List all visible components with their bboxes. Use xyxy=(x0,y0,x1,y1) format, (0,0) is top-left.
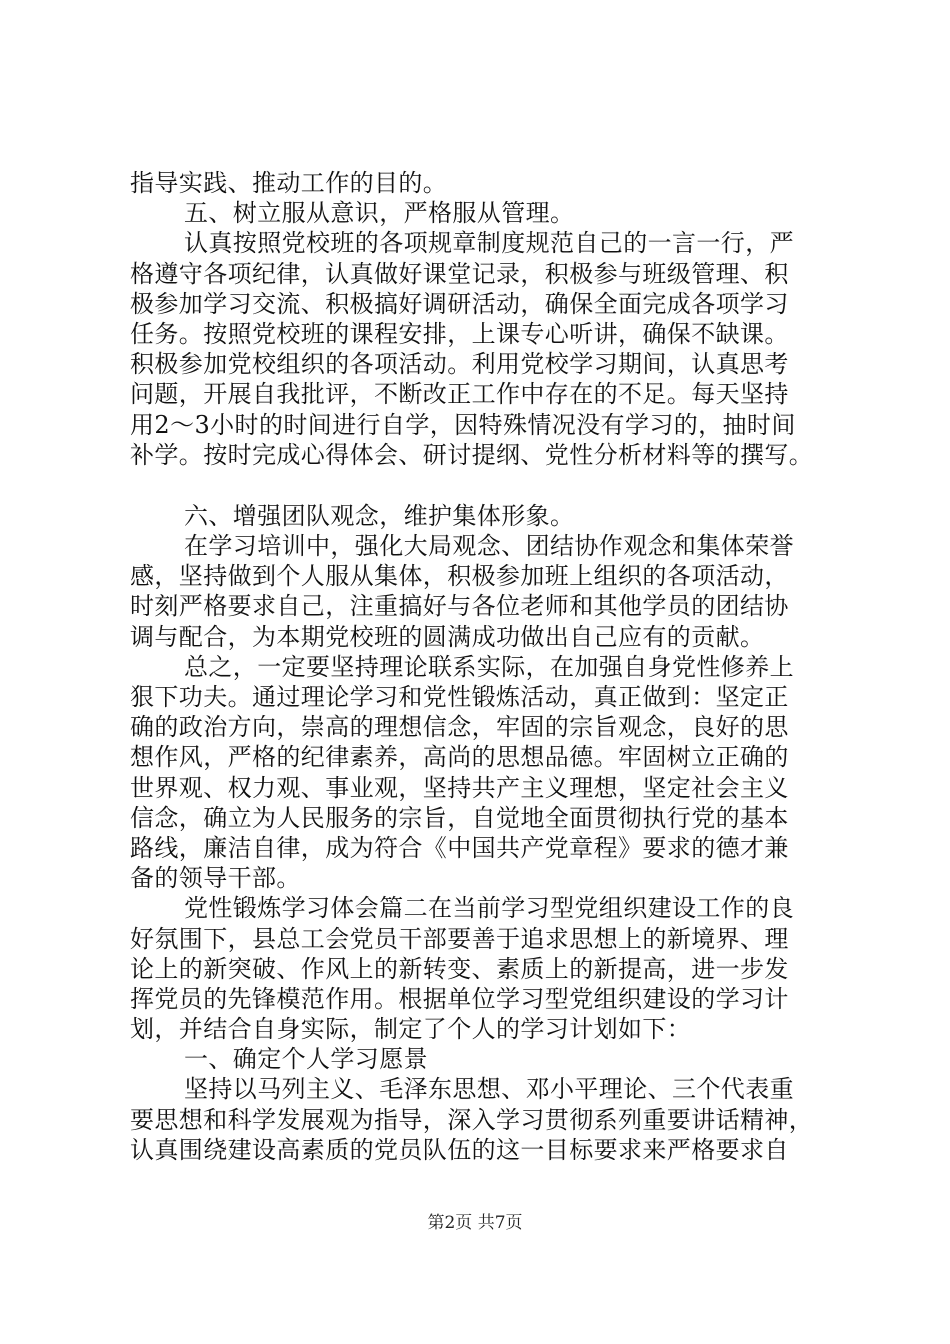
text-line: 论上的新突破、作风上的新转变、素质上的新提高，进一步发 xyxy=(130,954,789,983)
text-line: 划，并结合自身实际，制定了个人的学习计划如下： xyxy=(130,1015,692,1044)
text-line: 时刻严格要求自己，注重搞好与各位老师和其他学员的团结协 xyxy=(130,592,789,621)
text-line: 备的领导干部。 xyxy=(130,864,301,893)
text-line: 挥党员的先锋模范作用。根据单位学习型党组织建设的学习计 xyxy=(130,984,789,1013)
section-heading: 五、树立服从意识，严格服从管理。 xyxy=(184,199,575,228)
text-line: 坚持以马列主义、毛泽东思想、邓小平理论、三个代表重 xyxy=(184,1075,794,1104)
text-line: 问题，开展自我批评，不断改正工作中存在的不足。每天坚持 xyxy=(130,380,789,409)
text-line: 认真按照党校班的各项规章制度规范自己的一言一行，严 xyxy=(184,229,794,258)
text-line: 极参加学习交流、积极搞好调研活动，确保全面完成各项学习 xyxy=(130,289,789,318)
document-body xyxy=(130,168,840,1165)
section-heading: 六、增强团队观念，维护集体形象。 xyxy=(184,501,575,530)
text-line: 指导实践、推动工作的目的。 xyxy=(130,169,448,197)
text-line: 世界观、权力观、事业观，坚持共产主义理想，坚定社会主义 xyxy=(130,773,789,802)
text-line: 积极参加党校组织的各项活动。利用党校学习期间，认真思考 xyxy=(130,350,789,379)
text-line: 好氛围下，县总工会党员干部要善于追求思想上的新境界、理 xyxy=(130,924,789,953)
text-line: 狠下功夫。通过理论学习和党性锻炼活动，真正做到：坚定正 xyxy=(130,683,789,711)
text-line: 格遵守各项纪律，认真做好课堂记录，积极参与班级管理、积 xyxy=(130,259,789,288)
text-line: 补学。按时完成心得体会、研讨提纲、党性分析材料等的撰写。 xyxy=(130,440,814,469)
text-line: 任务。按照党校班的课程安排，上课专心听讲，确保不缺课。 xyxy=(130,319,789,348)
text-line: 想作风，严格的纪律素养，高尚的思想品德。牢固树立正确的 xyxy=(130,743,789,772)
text-line: 信念，确立为人民服务的宗旨，自觉地全面贯彻执行党的基本 xyxy=(130,803,789,832)
text-line: 用2～3小时的时间进行自学，因特殊情况没有学习的，抽时间 xyxy=(130,410,796,439)
text-line: 要思想和科学发展观为指导，深入学习贯彻系列重要讲话精神， xyxy=(130,1105,814,1134)
text-line: 感，坚持做到个人服从集体，积极参加班上组织的各项活动， xyxy=(130,562,789,591)
text-line: 认真围绕建设高素质的党员队伍的这一目标要求来严格要求自 xyxy=(130,1135,789,1164)
section-heading: 一、确定个人学习愿景 xyxy=(184,1045,428,1074)
text-line: 调与配合，为本期党校班的圆满成功做出自己应有的贡献。 xyxy=(130,622,765,651)
text-line: 总之，一定要坚持理论联系实际，在加强自身党性修养上 xyxy=(184,652,794,681)
text-line: 党性锻炼学习体会篇二在当前学习型党组织建设工作的良 xyxy=(184,894,794,923)
paragraph-gap xyxy=(130,470,840,501)
text-line: 路线，廉洁自律，成为符合《中国共产党章程》要求的德才兼 xyxy=(130,833,789,862)
page-number-footer: 第2页 共7页 xyxy=(427,1213,523,1233)
text-line: 确的政治方向，崇高的理想信念，牢固的宗旨观念，良好的思 xyxy=(130,713,789,742)
text-line: 在学习培训中，强化大局观念、团结协作观念和集体荣誉 xyxy=(184,532,794,561)
